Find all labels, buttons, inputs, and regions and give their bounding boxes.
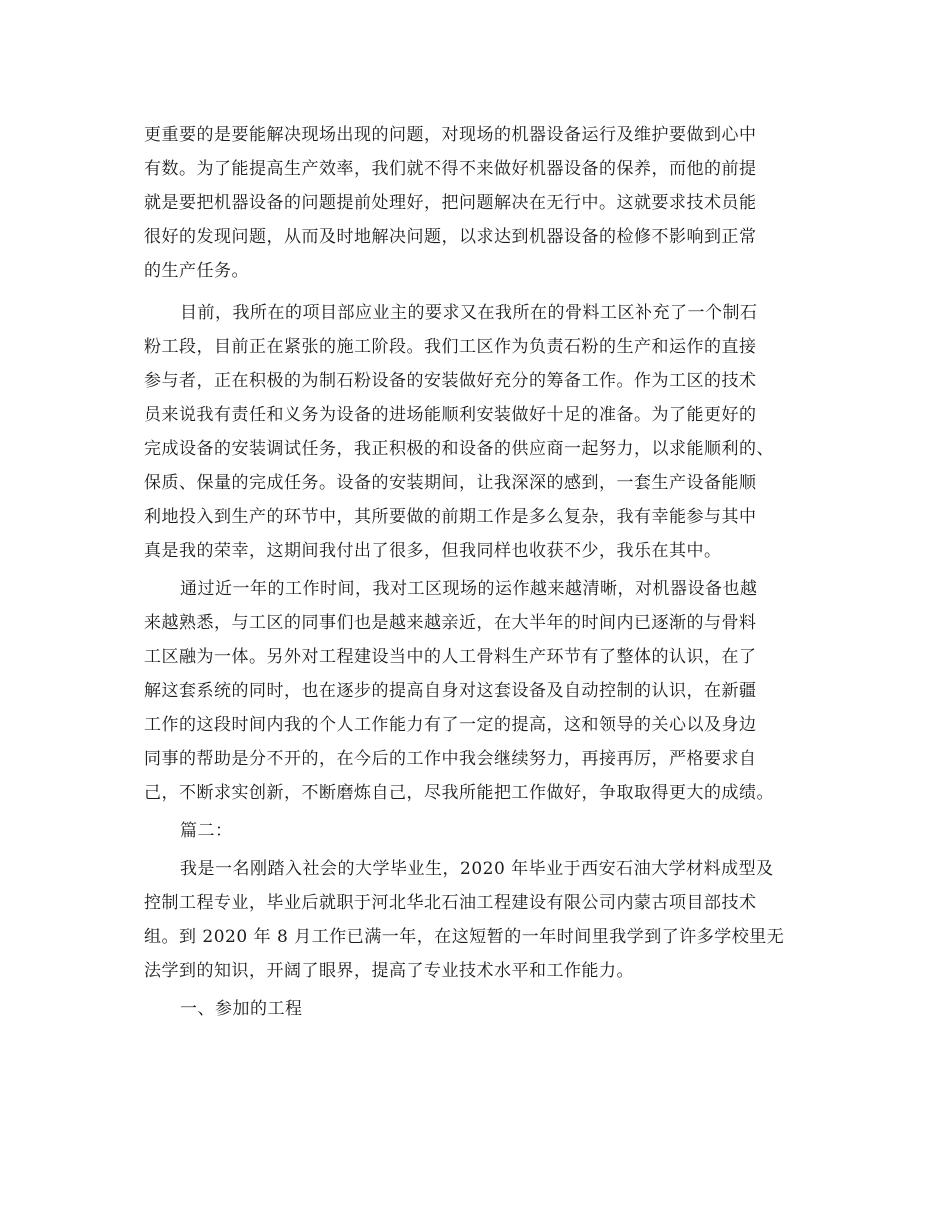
text-line: 控制工程专业，毕业后就职于河北华北石油工程建设有限公司内蒙古项目部技术 (144, 893, 757, 913)
text-line: 参与者，正在积极的为制石粉设备的安装做好充分的筹备工作。作为工区的技术 (144, 371, 757, 391)
text-line: 很好的发现问题，从而及时地解决问题，以求达到机器设备的检修不影响到正常 (144, 227, 757, 247)
paragraph-first-line: 目前，我所在的项目部应业主的要求又在我所在的骨料工区补充了一个制石 (180, 303, 758, 323)
text-line: 更重要的是要能解决现场出现的问题，对现场的机器设备运行及维护要做到心中 (144, 125, 757, 145)
text-line: 解这套系统的同时，也在逐步的提高自身对这套设备及自动控制的认识，在新疆 (144, 681, 757, 701)
text-line: 完成设备的安装调试任务，我正积极的和设备的供应商一起努力，以求能顺利的、 (144, 439, 774, 459)
text-line: 真是我的荣幸，这期间我付出了很多，但我同样也收获不少，我乐在其中。 (144, 541, 722, 561)
text-line: 同事的帮助是分不开的，在今后的工作中我会继续努力，再接再厉，严格要求自 (144, 749, 757, 769)
text-line: 来越熟悉，与工区的同事们也是越来越亲近，在大半年的时间内已逐渐的与骨料 (144, 613, 757, 633)
text-line: 粉工段，目前正在紧张的施工阶段。我们工区作为负责石粉的生产和运作的直接 (144, 337, 757, 357)
text-line: 法学到的知识，开阔了眼界，提高了专业技术水平和工作能力。 (144, 961, 634, 981)
text-line: 利地投入到生产的环节中，其所要做的前期工作是多么复杂，我有幸能参与其中 (144, 507, 757, 527)
text-line: 工作的这段时间内我的个人工作能力有了一定的提高，这和领导的关心以及身边 (144, 715, 757, 735)
paragraph-first-line: 我是一名刚踏入社会的大学毕业生，2020 年毕业于西安石油大学材料成型及 (180, 859, 774, 879)
text-line: 员来说我有责任和义务为设备的进场能顺利安装做好十足的准备。为了能更好的 (144, 405, 757, 425)
section-heading: 篇二： (180, 821, 233, 841)
text-line: 工区融为一体。另外对工程建设当中的人工骨料生产环节有了整体的认识，在了 (144, 647, 757, 667)
text-line: 就是要把机器设备的问题提前处理好，把问题解决在无行中。这就要求技术员能 (144, 193, 757, 213)
subsection-heading: 一、参加的工程 (180, 999, 303, 1019)
text-line: 的生产任务。 (144, 261, 249, 281)
paragraph-first-line: 通过近一年的工作时间，我对工区现场的运作越来越清晰，对机器设备也越 (180, 579, 758, 599)
text-line: 己，不断求实创新，不断磨炼自己，尽我所能把工作做好，争取取得更大的成绩。 (144, 783, 774, 803)
text-line: 组。到 2020 年 8 月工作已满一年，在这短暂的一年时间里我学到了许多学校里无 (144, 927, 785, 947)
text-line: 保质、保量的完成任务。设备的安装期间，让我深深的感到，一套生产设备能顺 (144, 473, 757, 493)
text-line: 有数。为了能提高生产效率，我们就不得不来做好机器设备的保养，而他的前提 (144, 159, 757, 179)
